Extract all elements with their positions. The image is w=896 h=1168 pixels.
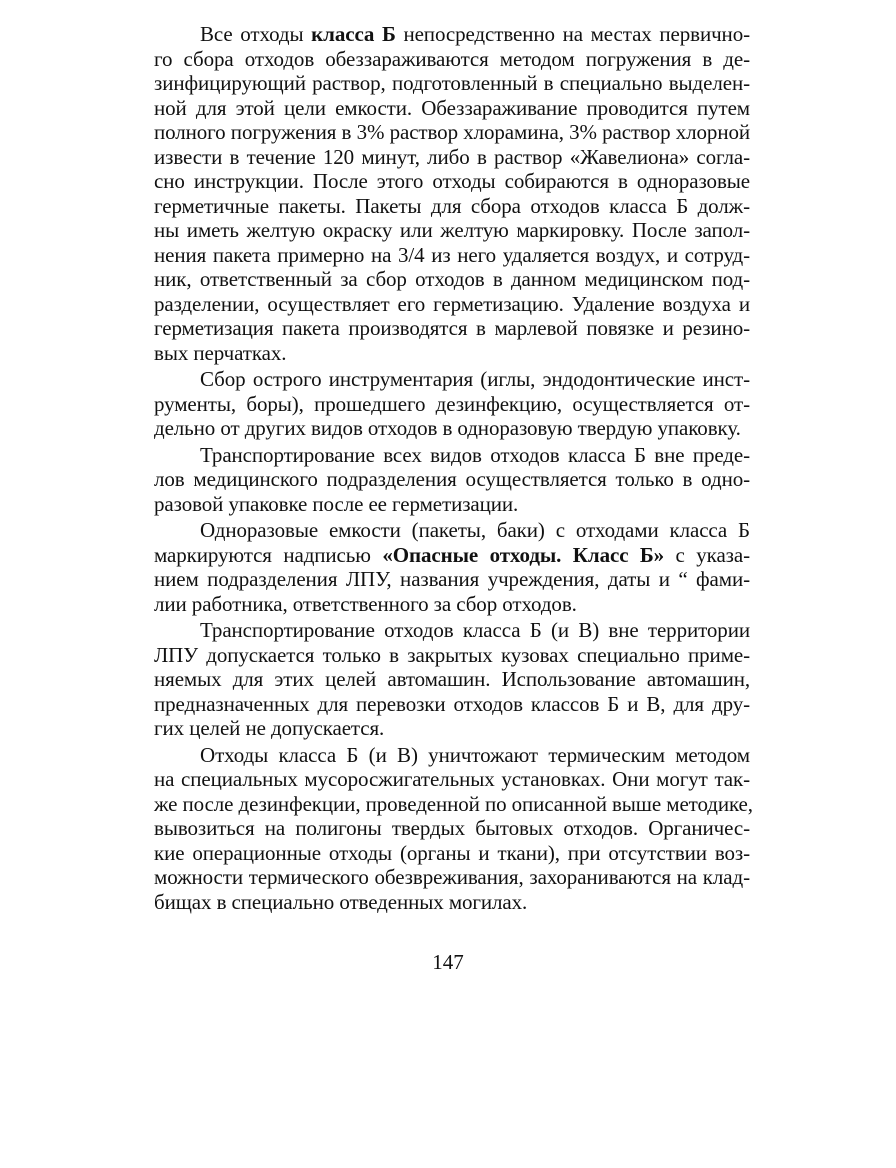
text-run: вывозиться на полигоны твердых бытовых отходов. Органичес-	[154, 816, 750, 840]
text-line	[154, 567, 750, 592]
text-run: же после дезинфекции, проведенной по описанной выше методике,	[154, 791, 753, 816]
text-line	[154, 96, 750, 121]
text-run: ной для этой цели емкости. Обеззараживание проводится путем	[154, 95, 750, 120]
text-run: Транспортирование всех видов отходов класса Б вне преде-	[200, 442, 750, 467]
text-line	[154, 743, 750, 768]
text-run: зинфицирующий раствор, подготовленный в специально выделен-	[154, 71, 750, 95]
text-line	[154, 791, 753, 817]
text-run: няемых для этих целей автомашин. Использование автомашин,	[154, 667, 750, 691]
text-line	[154, 367, 750, 392]
text-line	[154, 692, 750, 717]
text-run: ЛПУ допускается только в закрытых кузовах специально приме-	[154, 642, 750, 667]
text-run: лов медицинского подразделения осуществляется только в одно-	[154, 467, 750, 491]
text-line	[154, 22, 750, 47]
text-run: Все отходы	[200, 22, 312, 46]
bold-text: класса Б	[311, 22, 396, 46]
page-number: 147	[432, 950, 464, 974]
text-run: дельно от других видов отходов в одноразовую твердую упаковку.	[154, 416, 741, 440]
body-text	[154, 22, 753, 916]
paragraph	[154, 518, 750, 616]
text-line	[154, 467, 750, 492]
text-line	[154, 47, 750, 72]
text-line	[154, 316, 750, 341]
text-line	[154, 841, 750, 866]
text-line	[154, 416, 750, 441]
text-run: с указа-	[664, 542, 750, 567]
paragraph	[154, 22, 750, 365]
text-line	[154, 443, 750, 468]
paragraph	[154, 367, 750, 441]
text-run: извести в течение 120 минут, либо в раствор «Жавелиона» согла-	[154, 144, 750, 169]
paragraph	[154, 742, 753, 915]
text-run: предназначенных для перевозки отходов классов Б и В, для дру-	[154, 691, 750, 716]
text-line	[154, 169, 750, 194]
text-line	[154, 865, 750, 890]
bold-text: «Опасные отходы. Класс Б»	[382, 542, 665, 567]
text-run: Одноразовые емкости (пакеты, баки) с отходами класса Б	[200, 518, 750, 542]
text-run: герметичные пакеты. Пакеты для сбора отходов класса Б долж-	[154, 193, 750, 218]
text-line	[154, 543, 750, 568]
text-line	[154, 767, 750, 792]
text-line	[154, 392, 750, 417]
text-run: кие операционные отходы (органы и ткани), при отсутствии воз-	[154, 840, 750, 865]
text-line	[154, 71, 750, 96]
text-line	[154, 667, 750, 692]
text-line	[154, 890, 750, 915]
text-run: го сбора отходов обеззараживаются методом погружения в де-	[154, 46, 750, 71]
paragraph	[154, 618, 750, 741]
text-run: лии работника, ответственного за сбор отходов.	[154, 591, 577, 616]
text-run: сно инструкции. После этого отходы собираются в одноразовые	[154, 169, 750, 193]
text-run: ны иметь желтую окраску или желтую маркировку. После запол-	[154, 218, 750, 242]
text-run: бищах в специально отведенных могилах.	[154, 889, 528, 914]
paragraph	[154, 443, 750, 517]
text-run: маркируются надписью	[154, 542, 383, 567]
text-line	[154, 518, 750, 543]
text-run: ник, ответственный за сбор отходов в данном медицинском под-	[154, 267, 750, 291]
text-line	[154, 816, 750, 841]
text-run: можности термического обезвреживания, захораниваются на клад-	[154, 865, 750, 889]
text-line	[154, 243, 750, 268]
text-run: герметизация пакета производятся в марлевой повязке и резино-	[154, 316, 750, 340]
text-line	[154, 643, 750, 668]
text-line	[154, 716, 750, 741]
text-line	[154, 267, 750, 292]
text-line	[154, 194, 750, 219]
text-line	[154, 492, 750, 517]
text-run: Транспортирование отходов класса Б (и В) вне территории	[200, 618, 750, 642]
text-line	[154, 292, 750, 317]
text-run: на специальных мусоросжигательных установках. Они могут так-	[154, 767, 750, 791]
text-line	[154, 618, 750, 643]
text-run: полного погружения в 3% раствор хлорамина, 3% раствор хлорной	[154, 120, 750, 144]
text-line	[154, 120, 750, 145]
text-run: разделении, осуществляет его герметизацию. Удаление воздуха и	[154, 291, 750, 316]
text-run: вых перчатках.	[154, 340, 287, 365]
text-line	[154, 218, 750, 243]
text-run: нием подразделения ЛПУ, названия учреждения, даты и “ фами-	[154, 567, 750, 591]
text-run: Сбор острого инструментария (иглы, эндодонтические инст-	[200, 367, 750, 391]
text-line	[154, 145, 750, 170]
text-run: разовой упаковке после ее герметизации.	[154, 491, 519, 516]
text-run: непосредственно на местах первично-	[395, 22, 750, 46]
text-run: гих целей не допускается.	[154, 716, 385, 740]
text-run: рументы, боры), прошедшего дезинфекцию, осуществляется от-	[154, 391, 750, 416]
text-run: Отходы класса Б (и В) уничтожают термическим методом	[200, 742, 750, 767]
text-run: нения пакета примерно на 3/4 из него удаляется воздух, и сотруд-	[154, 242, 750, 267]
text-line	[154, 341, 750, 366]
text-line	[154, 592, 750, 617]
